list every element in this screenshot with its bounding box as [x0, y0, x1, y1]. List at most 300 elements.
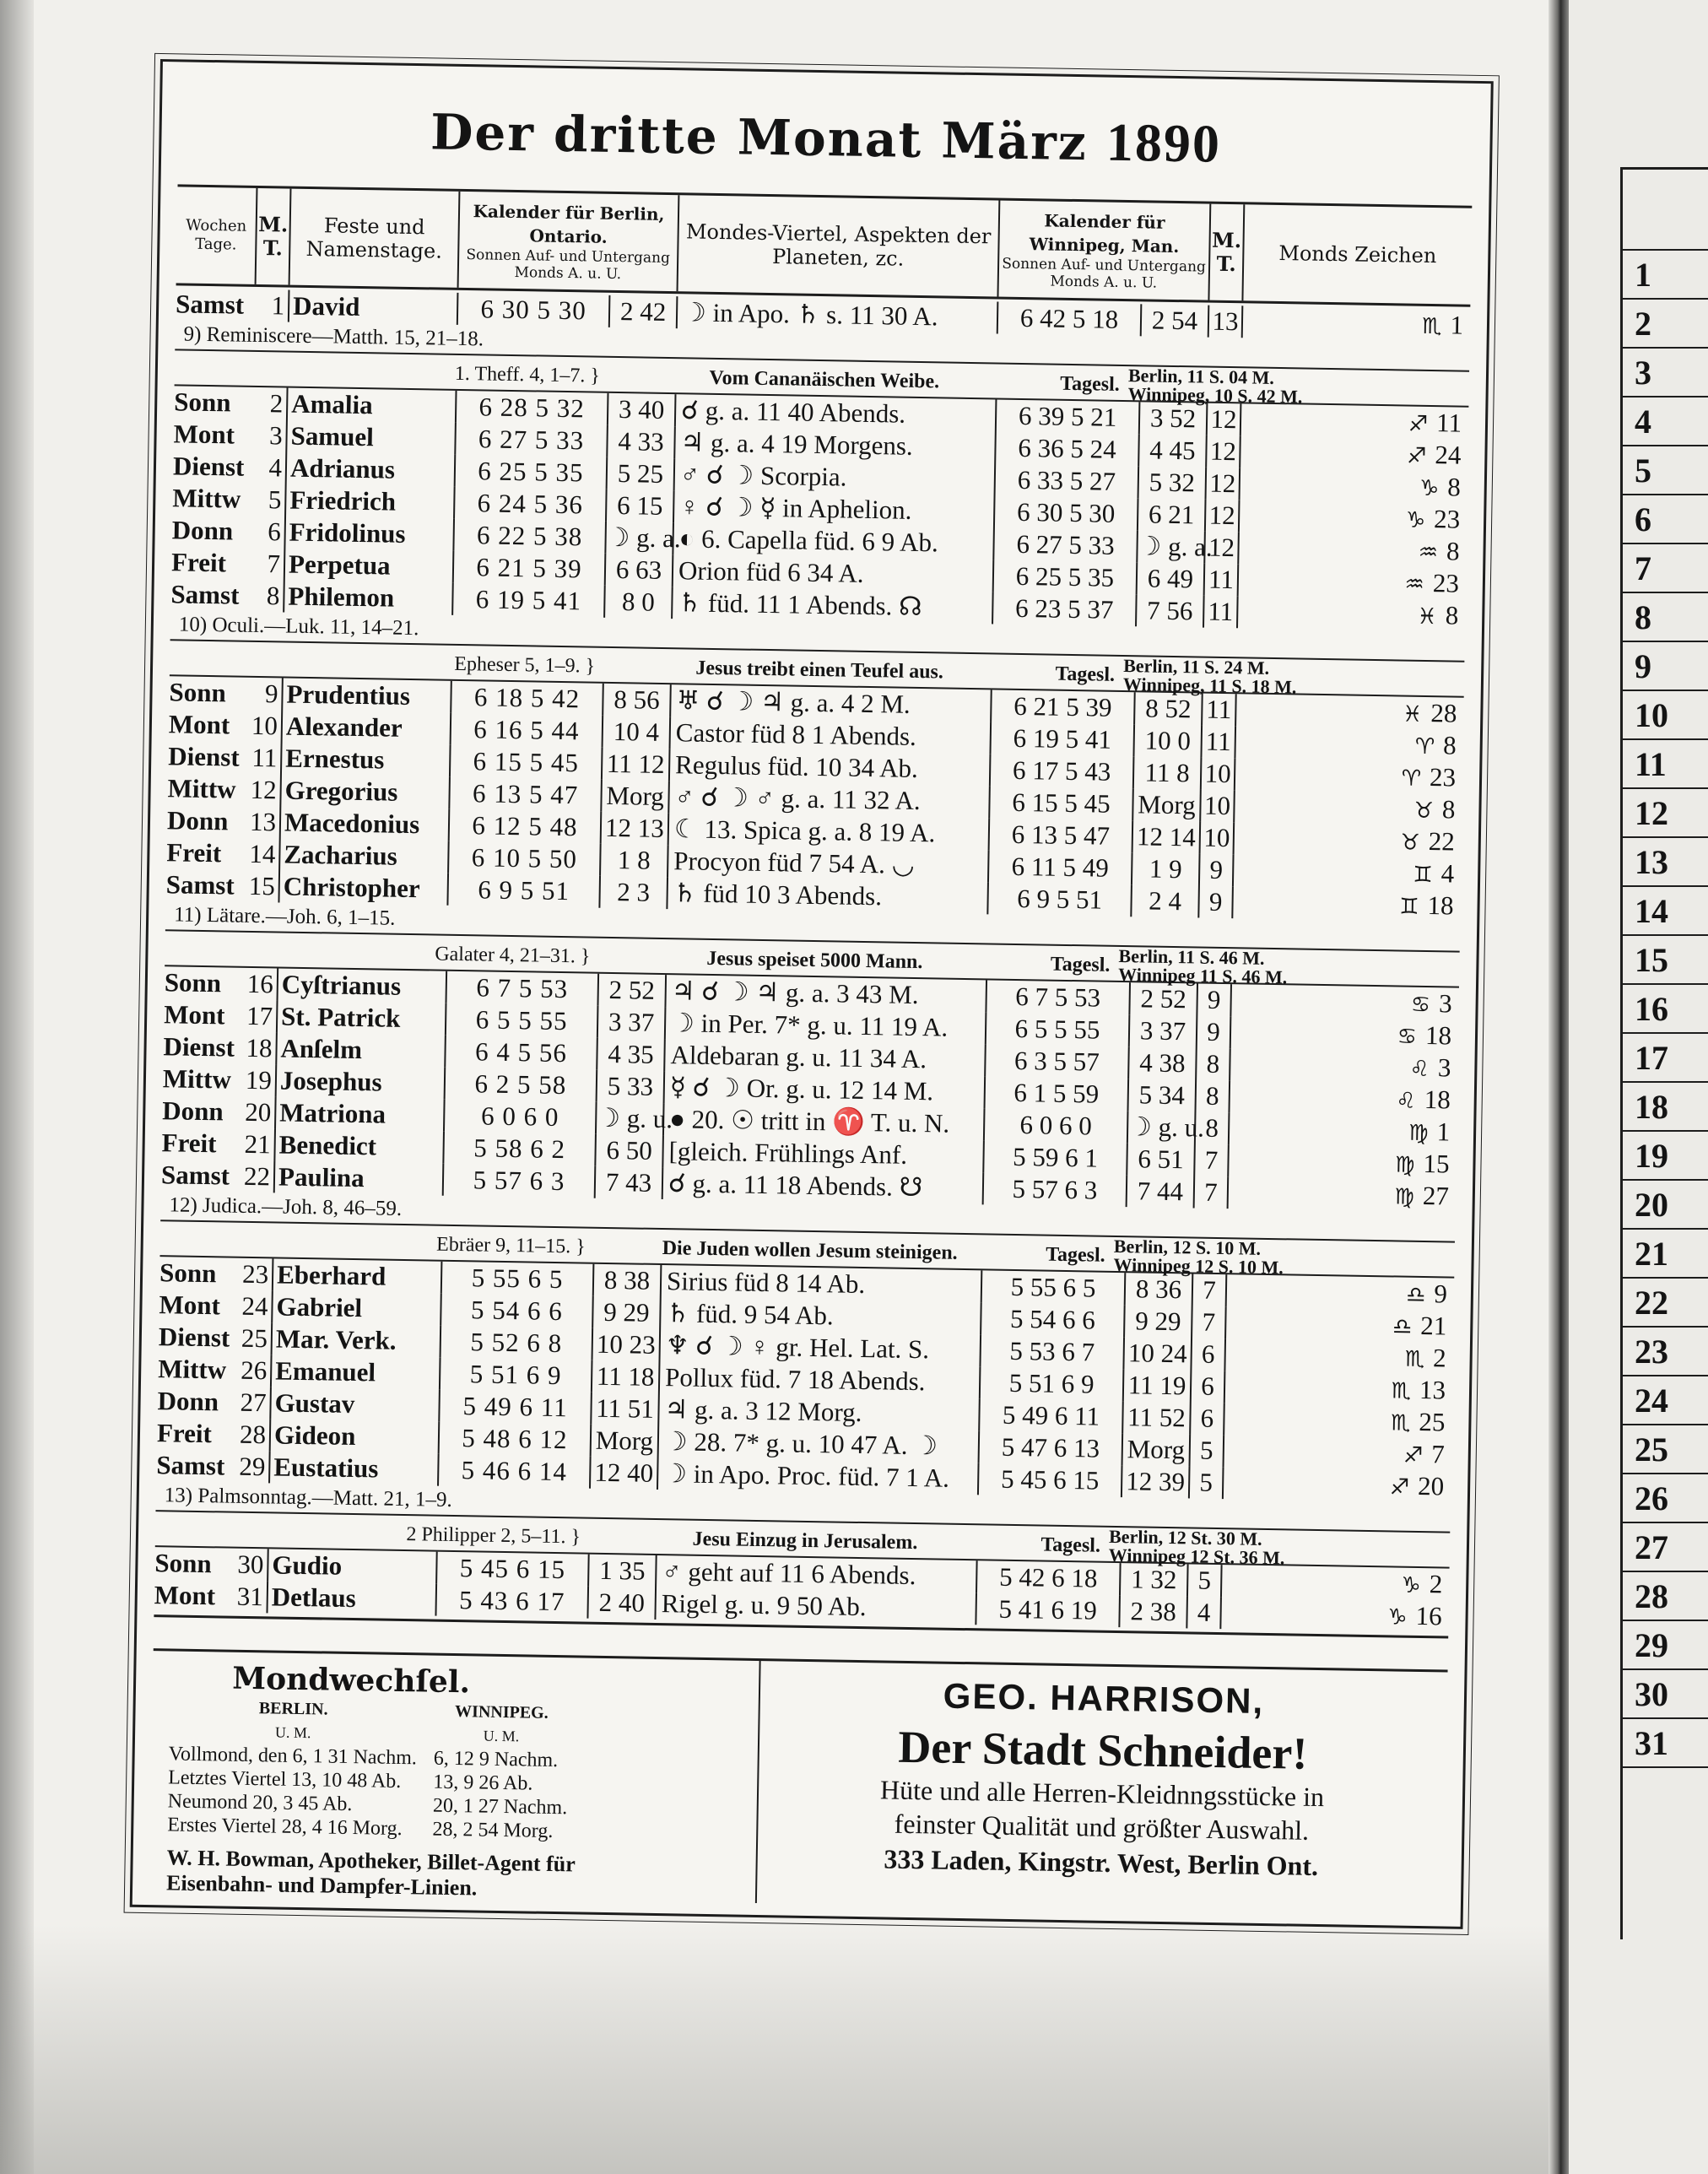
saint-name: Benedict: [275, 1128, 445, 1163]
title-text: Der dritte Monat März: [430, 103, 1089, 172]
berlin-moonrise: 2 42: [610, 295, 678, 328]
day-length-berlin: Berlin, 12 St. 30 M.: [1108, 1525, 1262, 1549]
day-number: 7: [251, 548, 286, 581]
zodiac-icon: ♊: [1398, 894, 1419, 920]
epistle-reading: Ebräer 9, 11–15. }: [435, 1233, 586, 1258]
sunday-reading: 13) Palmsonntag.—Matt. 21, 1–9.: [164, 1484, 452, 1512]
facing-day-number: 12: [1623, 789, 1708, 838]
zodiac-degree: 1: [1450, 310, 1464, 340]
header-berlin-title: Kalender für Berlin, Ontario.: [473, 201, 665, 247]
planet-aspect: Castor füd 8 1 Abends.: [671, 717, 992, 754]
day-length-label: Tagesl.: [1050, 953, 1111, 976]
day-number: 28: [237, 1419, 272, 1452]
weekday: Sonn: [154, 1548, 212, 1579]
moon-time: 9: [1199, 886, 1234, 919]
weekday: Sonn: [173, 387, 231, 418]
day-number: 14: [246, 838, 281, 871]
planet-aspect: Procyon füd 7 54 A. ◡: [668, 845, 990, 882]
zodiac-degree: 8: [1442, 730, 1457, 760]
sunday-reading: 10) Oculi.—Luk. 11, 14–21.: [178, 613, 419, 641]
berlin-sunrise-sunset: 5 48 6 12: [440, 1422, 592, 1457]
moon-time: 13: [1209, 306, 1244, 338]
facing-day-number: 19: [1623, 1132, 1708, 1181]
weekday: Mittw: [172, 483, 241, 514]
berlin-sunrise-sunset: 5 57 6 3: [444, 1164, 597, 1198]
saint-name: Ernestus: [282, 743, 451, 777]
day-number: 1: [256, 289, 290, 322]
day-length-berlin: Berlin, 11 S. 24 M.: [1123, 655, 1270, 679]
saint-name: Gudio: [268, 1549, 438, 1583]
winnipeg-moonrise: 8 36: [1126, 1273, 1194, 1306]
moon-time: 6: [1192, 1370, 1226, 1403]
berlin-moonrise: 3 37: [598, 1006, 667, 1039]
winnipeg-moonrise: 5 32: [1139, 466, 1208, 499]
planet-aspect: ♅ ☌ ☽ ♃ g. a. 4 2 M.: [671, 684, 992, 722]
day-number: 26: [238, 1355, 273, 1387]
winnipeg-moonrise: 7 44: [1127, 1175, 1196, 1208]
zodiac-degree: 1: [1436, 1117, 1451, 1147]
berlin-sunrise-sunset: 6 7 5 53: [446, 971, 599, 1006]
berlin-sunrise-sunset: 6 21 5 39: [454, 551, 607, 586]
day-length-berlin: Berlin, 11 S. 46 M.: [1118, 944, 1265, 969]
weekday: Dienst: [158, 1322, 230, 1353]
moon-time: 9: [1197, 1016, 1232, 1049]
berlin-sunrise-sunset: 6 0 6 0: [445, 1100, 597, 1134]
winnipeg-sunrise-sunset: 6 19 5 41: [991, 722, 1135, 756]
berlin-phase-line: Neumond 20, 3 45 Ab.: [167, 1790, 353, 1816]
moon-time: 5: [1190, 1466, 1224, 1499]
weekday: Mittw: [167, 773, 236, 804]
facing-day-number: 26: [1623, 1474, 1708, 1523]
winnipeg-sunrise-sunset: 6 9 5 51: [988, 882, 1132, 917]
planet-aspect: Rigel g. u. 9 50 Ab.: [656, 1587, 977, 1625]
saint-name: Perpetua: [285, 549, 455, 583]
saint-name: Eustatius: [270, 1451, 440, 1485]
moon-phases-berlin: [167, 1695, 418, 1841]
planet-aspect: ♂ ☌ ☽ ♂ g. a. 11 32 A.: [669, 781, 991, 818]
gospel-theme: Jesu Einzug in Jerusalem.: [692, 1528, 918, 1555]
facing-day-number: 22: [1623, 1279, 1708, 1328]
epistle-reading: Epheser 5, 1–9. }: [454, 652, 596, 678]
zodiac-degree: 23: [1429, 762, 1457, 792]
winnipeg-moonrise: 6 49: [1138, 562, 1206, 595]
planet-aspect: Regulus füd. 10 34 Ab.: [670, 749, 992, 786]
planet-aspect: ♃ g. a. 3 12 Morg.: [659, 1393, 981, 1430]
berlin-moonrise: 12 40: [591, 1457, 659, 1490]
day-length-label: Tagesl.: [1040, 1533, 1101, 1557]
zodiac-sign: [1230, 1112, 1457, 1148]
zodiac-degree: 20: [1417, 1470, 1445, 1501]
page-binding: [1549, 0, 1569, 2174]
winnipeg-sunrise-sunset: 5 45 6 15: [979, 1463, 1123, 1497]
weekday: Freit: [156, 1418, 213, 1449]
planet-aspect: ♀ ☌ ☽ ☿ in Aphelion.: [674, 490, 996, 527]
berlin-moonrise: 11 12: [603, 748, 671, 781]
berlin-moonrise: 2 3: [600, 876, 668, 909]
zodiac-icon: ♋: [1397, 1024, 1418, 1050]
header-signs: [1243, 204, 1472, 304]
advert-line: Hüte und alle Herren-Kleidnngsstücke in: [879, 1774, 1325, 1813]
weekday: Donn: [171, 515, 234, 546]
saint-name: Adrianus: [287, 452, 457, 487]
winnipeg-moonrise: 2 4: [1132, 884, 1200, 917]
facing-day-number: 10: [1623, 691, 1708, 740]
moon-phases-winnipeg: [432, 1700, 569, 1844]
planet-aspect: ☾ 13. Spica g. a. 8 19 A.: [669, 813, 991, 850]
facing-day-number: 4: [1623, 397, 1708, 446]
winnipeg-sunrise-sunset: 6 15 5 45: [990, 786, 1134, 820]
zodiac-sign: [1230, 1080, 1457, 1116]
zodiac-icon: ♍: [1394, 1184, 1415, 1210]
facing-day-number: 2: [1623, 300, 1708, 349]
facing-day-number: 29: [1623, 1621, 1708, 1670]
zodiac-icon: ♈: [1414, 733, 1435, 760]
day-number: 15: [246, 870, 280, 903]
facing-day-number: 6: [1623, 495, 1708, 544]
moon-time: 6: [1191, 1402, 1225, 1435]
zodiac-sign: [1235, 822, 1462, 857]
zodiac-degree: 18: [1424, 1084, 1451, 1115]
moon-time: 12: [1207, 435, 1241, 468]
weekday: Samst: [170, 579, 240, 610]
moon-time: 7: [1195, 1176, 1230, 1209]
winnipeg-moonrise: 12 14: [1133, 820, 1202, 853]
planet-aspect: ♂ geht auf 11 6 Abends.: [657, 1555, 978, 1593]
day-number: 17: [244, 1000, 278, 1033]
saint-name: Gabriel: [273, 1290, 442, 1325]
facing-day-number: 7: [1623, 544, 1708, 593]
berlin-moonrise: 10 4: [603, 716, 672, 749]
zodiac-icon: ♏: [1390, 1410, 1411, 1436]
day-number: 16: [245, 968, 279, 1001]
facing-day-number: 23: [1623, 1328, 1708, 1376]
berlin-moonrise: 10 23: [593, 1328, 662, 1361]
header-berlin-moon: Monds A. u. U.: [514, 263, 622, 284]
moon-time: 7: [1192, 1306, 1227, 1338]
zodiac-sign: [1224, 1467, 1451, 1502]
zodiac-degree: 25: [1419, 1406, 1446, 1437]
day-number: 20: [242, 1096, 277, 1129]
winnipeg-sunrise-sunset: 6 3 5 57: [986, 1044, 1130, 1079]
winnipeg-sunrise-sunset: 5 42 6 18: [977, 1560, 1122, 1595]
facing-day-number: 1: [1623, 251, 1708, 300]
winnipeg-sunrise-sunset: 6 17 5 43: [991, 754, 1135, 788]
zodiac-sign: [1235, 758, 1463, 793]
zodiac-sign: [1230, 1048, 1458, 1084]
winnipeg-units: U. M.: [483, 1727, 520, 1745]
day-length: [1113, 1237, 1455, 1277]
zodiac-icon: ♐: [1408, 411, 1429, 437]
day-number: 18: [243, 1032, 278, 1065]
berlin-sunrise-sunset: 6 19 5 41: [453, 583, 606, 618]
winnipeg-phase-line: 20, 1 27 Nachm.: [432, 1794, 568, 1820]
zodiac-icon: ♎: [1405, 1282, 1426, 1309]
zodiac-degree: 4: [1440, 858, 1455, 889]
day-number: 21: [241, 1128, 276, 1161]
day-length-label: Tagesl.: [1060, 372, 1120, 396]
planet-aspect: ☌ g. a. 11 40 Abends.: [676, 394, 997, 431]
header-winnipeg-moon: Monds A. u. U.: [1050, 273, 1158, 292]
zodiac-sign: [1240, 500, 1467, 535]
planet-aspect: ♃ g. a. 4 19 Morgens.: [675, 426, 997, 463]
winnipeg-sunrise-sunset: 6 42 5 18: [998, 302, 1143, 337]
berlin-sunrise-sunset: 6 13 5 47: [450, 777, 603, 812]
day-length-winnipeg: Winnipeg 11 S. 46 M.: [1117, 963, 1288, 988]
winnipeg-moonrise: 4 45: [1139, 434, 1208, 467]
saint-name: Philemon: [284, 581, 454, 615]
day-number: 11: [248, 742, 283, 775]
planet-aspect: ☿ ☌ ☽ Or. g. u. 12 14 M.: [665, 1071, 986, 1108]
planet-aspect: ♆ ☌ ☽ ♀ gr. Hel. Lat. S.: [660, 1329, 981, 1366]
moon-time: 11: [1203, 694, 1237, 727]
berlin-phase-line: Vollmond, den 6, 1 31 Nachm.: [168, 1743, 418, 1770]
winnipeg-moonrise: 10 24: [1124, 1337, 1192, 1370]
zodiac-degree: 9: [1434, 1279, 1448, 1309]
moon-time: 8: [1196, 1080, 1230, 1113]
day-number: 2: [254, 387, 289, 420]
header-mt-label: M. T.: [258, 211, 289, 261]
winnipeg-moonrise: 2 52: [1130, 982, 1198, 1015]
header-berlin: [459, 192, 680, 291]
winnipeg-sunrise-sunset: 6 27 5 33: [994, 527, 1138, 562]
zodiac-sign: [1225, 1338, 1453, 1374]
facing-day-number: 21: [1623, 1230, 1708, 1279]
zodiac-icon: ♊: [1413, 862, 1433, 889]
zodiac-icon: ♎: [1392, 1314, 1413, 1340]
weekday: Dienst: [172, 451, 245, 482]
header-days: [176, 187, 258, 284]
berlin-moonrise: 6 15: [607, 489, 675, 522]
zodiac-icon: ♐: [1389, 1474, 1410, 1501]
day-length-winnipeg: Winnipeg, 11 S. 18 M.: [1122, 673, 1297, 698]
berlin-moonrise: 3 40: [608, 393, 677, 426]
winnipeg-sunrise-sunset: 5 59 6 1: [984, 1140, 1128, 1175]
berlin-phase-line: Erstes Viertel 28, 4 16 Morg.: [167, 1814, 403, 1841]
epistle-reading: 2 Philipper 2, 5–11. }: [406, 1523, 581, 1549]
berlin-sunrise-sunset: 6 4 5 56: [446, 1036, 598, 1070]
planet-aspect: Pollux füd. 7 18 Abends.: [660, 1361, 981, 1398]
facing-day-number: 27: [1623, 1523, 1708, 1572]
saint-name: Detlaus: [268, 1581, 437, 1615]
day-number: 24: [239, 1290, 273, 1323]
winnipeg-moonrise: ☽ g. a.: [1138, 531, 1213, 562]
berlin-sunrise-sunset: 5 46 6 14: [439, 1454, 592, 1489]
winnipeg-sunrise-sunset: 6 30 5 30: [995, 495, 1139, 530]
zodiac-icon: ♌: [1396, 1088, 1416, 1114]
berlin-moonrise: 8 0: [605, 586, 673, 619]
weekday: Samst: [160, 1160, 230, 1191]
winnipeg-moonrise: Morg: [1123, 1433, 1192, 1466]
winnipeg-sunrise-sunset: 5 41 6 19: [976, 1593, 1121, 1627]
zodiac-sign: [1243, 306, 1471, 341]
planet-aspect: ☽ in Apo. ♄ s. 11 30 A.: [678, 296, 999, 333]
day-number: 9: [249, 678, 284, 711]
winnipeg-phase-line: 13, 9 26 Ab.: [433, 1771, 533, 1795]
gospel-theme: Vom Cananäischen Weibe.: [709, 366, 940, 393]
bowman-advert: [166, 1845, 739, 1905]
calendar-title: [161, 62, 1491, 202]
moon-time: 8: [1197, 1048, 1231, 1081]
zodiac-icon: ♏: [1421, 313, 1442, 340]
planet-aspect: ☽ 28. 7* g. u. 10 47 A. ☽: [659, 1425, 981, 1463]
facing-day-number: 9: [1623, 642, 1708, 691]
zodiac-degree: 23: [1432, 568, 1460, 598]
zodiac-sign: [1238, 596, 1466, 631]
winnipeg-moonrise: 8 52: [1135, 692, 1203, 725]
moon-time: 12: [1207, 468, 1241, 500]
winnipeg-moonrise: 11 52: [1123, 1401, 1192, 1434]
moon-time: 11: [1202, 726, 1236, 759]
zodiac-sign: [1235, 790, 1462, 825]
facing-day-number: 28: [1623, 1572, 1708, 1621]
berlin-units: U. M.: [274, 1723, 311, 1742]
saint-name: Amalia: [288, 388, 457, 423]
winnipeg-moonrise: 6 21: [1138, 498, 1207, 531]
facing-day-number: 11: [1623, 740, 1708, 789]
zodiac-icon: ♑: [1401, 1572, 1421, 1599]
facing-page-day-column: [1620, 167, 1708, 1939]
berlin-moonrise: 12 13: [602, 812, 670, 845]
page-edge-shadow: [0, 0, 34, 2174]
winnipeg-moonrise: 6 51: [1127, 1143, 1196, 1176]
planet-aspect: Orion füd 6 34 A.: [673, 554, 995, 592]
weekday: Samst: [156, 1450, 225, 1481]
weekday: Dienst: [168, 741, 240, 772]
day-length-winnipeg: Winnipeg, 10 S. 42 M.: [1127, 383, 1303, 408]
zodiac-degree: 21: [1420, 1310, 1447, 1341]
saint-name: St. Patrick: [278, 1000, 447, 1035]
zodiac-icon: ♐: [1406, 443, 1427, 469]
moon-time: 6: [1192, 1338, 1226, 1371]
day-length-winnipeg: Winnipeg 12 St. 36 M.: [1108, 1544, 1285, 1569]
facing-day-number: 5: [1623, 446, 1708, 495]
day-number: 10: [249, 710, 284, 743]
zodiac-degree: 18: [1424, 1020, 1452, 1051]
saint-name: Mar. Verk.: [273, 1322, 442, 1357]
zodiac-sign: [1224, 1403, 1452, 1438]
weekday: Mont: [159, 1290, 221, 1321]
weekday: Mittw: [162, 1063, 232, 1095]
berlin-moonrise: 6 63: [606, 554, 674, 587]
winnipeg-sunrise-sunset: 6 21 5 39: [992, 690, 1136, 724]
berlin-moonrise: Morg: [592, 1425, 660, 1457]
day-length-berlin: Berlin, 12 S. 10 M.: [1113, 1235, 1262, 1259]
zodiac-sign: [1229, 1144, 1457, 1180]
berlin-sunrise-sunset: 6 16 5 44: [451, 713, 604, 748]
winnipeg-moonrise: 12 39: [1122, 1465, 1191, 1498]
day-number: 13: [247, 806, 282, 839]
saint-name: Alexander: [283, 711, 452, 745]
epistle-reading: Galater 4, 21–31. }: [435, 943, 591, 968]
winnipeg-moonrise: 9 29: [1125, 1305, 1193, 1338]
berlin-moonrise: 5 25: [608, 457, 676, 490]
berlin-sunrise-sunset: 6 15 5 45: [451, 745, 603, 780]
berlin-moonrise: 11 18: [592, 1360, 661, 1393]
zodiac-icon: ♌: [1409, 1056, 1430, 1083]
berlin-moonrise: 2 52: [598, 974, 667, 1007]
zodiac-sign: [1225, 1371, 1453, 1406]
facing-day-number: 18: [1623, 1083, 1708, 1132]
weekday: Sonn: [159, 1257, 217, 1289]
winnipeg-moonrise: 4 38: [1129, 1046, 1197, 1079]
weekday: Mittw: [157, 1354, 227, 1385]
moon-time: 4: [1187, 1596, 1222, 1629]
zodiac-icon: ♓: [1402, 701, 1423, 727]
zodiac-sign: [1240, 435, 1468, 471]
saint-name: Christopher: [279, 870, 449, 905]
planet-aspect: ♄ füd. 11 1 Abends. ☊: [673, 587, 994, 624]
winnipeg-sunrise-sunset: 6 23 5 37: [993, 592, 1138, 626]
winnipeg-moonrise: 1 32: [1121, 1563, 1189, 1596]
planet-aspect: ☽ in Per. 7* g. u. 11 19 A.: [666, 1007, 987, 1044]
moon-time: 9: [1197, 984, 1232, 1017]
winnipeg-label: WINNIPEG.: [454, 1702, 549, 1722]
saint-name: Gideon: [271, 1419, 441, 1453]
zodiac-icon: ♐: [1403, 1442, 1424, 1469]
saint-name: Anſelm: [277, 1032, 446, 1067]
berlin-moonrise: 9 29: [593, 1296, 662, 1329]
saint-name: Josephus: [277, 1064, 446, 1099]
calendar-rows: [154, 288, 1470, 1638]
winnipeg-sunrise-sunset: 6 36 5 24: [996, 431, 1140, 466]
epistle-reading: 1. Theff. 4, 1–7. }: [454, 362, 601, 387]
bowman-line: W. H. Bowman, Apotheker, Billet-Agent für: [166, 1845, 576, 1877]
berlin-sunrise-sunset: 6 10 5 50: [449, 841, 602, 876]
planet-aspect: ☽ in Apo. Proc. füd. 7 1 A.: [658, 1457, 980, 1495]
facing-day-number: 8: [1623, 593, 1708, 642]
day-length: [1123, 657, 1465, 696]
winnipeg-sunrise-sunset: 6 25 5 35: [994, 560, 1138, 594]
day-number: 25: [239, 1322, 273, 1355]
zodiac-degree: 11: [1435, 408, 1462, 438]
zodiac-icon: ♍: [1408, 1120, 1429, 1147]
berlin-sunrise-sunset: 6 18 5 42: [451, 681, 604, 716]
zodiac-icon: ♈: [1401, 765, 1422, 792]
facing-day-number: 30: [1623, 1670, 1708, 1719]
winnipeg-sunrise-sunset: 5 57 6 3: [984, 1172, 1128, 1207]
title-year: 1890: [1105, 111, 1222, 174]
zodiac-icon: ♏: [1404, 1346, 1425, 1373]
winnipeg-sunrise-sunset: 6 7 5 53: [986, 980, 1131, 1014]
weekday: Samst: [165, 869, 235, 900]
berlin-moonrise: 1 35: [589, 1555, 657, 1587]
zodiac-degree: 8: [1441, 794, 1456, 825]
gospel-theme: Jesus treibt einen Teufel aus.: [695, 657, 944, 684]
berlin-sunrise-sunset: 6 24 5 36: [455, 487, 608, 522]
zodiac-sign: [1236, 694, 1464, 729]
planet-aspect: ☌ g. a. 11 18 Abends. ☋: [663, 1167, 985, 1204]
header-mt: [257, 188, 292, 285]
day-number: 12: [247, 774, 282, 807]
moon-phases: [149, 1651, 761, 1903]
day-number: 22: [241, 1160, 276, 1193]
saint-name: Cyſtrianus: [278, 968, 448, 1003]
weekday: Mont: [154, 1580, 216, 1611]
saint-name: Matriona: [276, 1096, 446, 1131]
zodiac-icon: ♉: [1413, 798, 1435, 825]
berlin-moonrise: 2 40: [588, 1587, 657, 1620]
saint-name: Fridolinus: [285, 516, 455, 551]
moon-time: 7: [1195, 1144, 1230, 1177]
header-berlin-sun: Sonnen Auf- und Untergang: [466, 246, 671, 268]
zodiac-degree: 24: [1435, 440, 1462, 470]
zodiac-sign: [1235, 726, 1463, 761]
header-mt2: [1209, 204, 1245, 301]
zodiac-degree: 16: [1415, 1600, 1442, 1631]
zodiac-degree: 2: [1429, 1569, 1443, 1599]
day-length: [1108, 1525, 1451, 1569]
header-signs-label: Monds Zeichen: [1278, 241, 1437, 268]
